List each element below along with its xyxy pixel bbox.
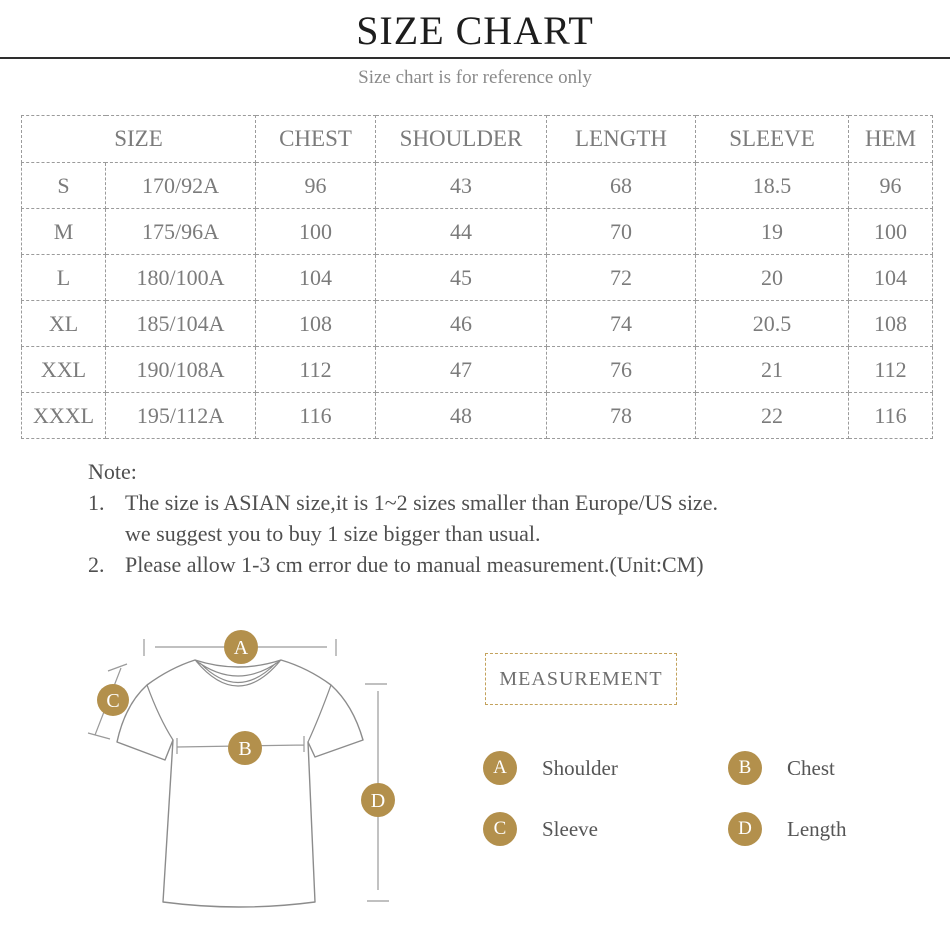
table-row (22, 393, 933, 439)
table-cell: 18.5 (696, 163, 849, 209)
chest-marker-letter: B (238, 738, 252, 760)
table-row (22, 301, 933, 347)
chest-marker (228, 731, 262, 765)
table-cell: 72 (547, 255, 696, 301)
table-cell: 48 (376, 393, 547, 439)
table-cell: 180/100A (106, 255, 256, 301)
note-item-text: Please allow 1-3 cm error due to manual measurement.(Unit:CM) (125, 552, 704, 577)
table-cell: 70 (547, 209, 696, 255)
table-cell: XL (22, 301, 106, 347)
table-row (22, 209, 933, 255)
table-cell: 190/108A (106, 347, 256, 393)
table-row (22, 163, 933, 209)
table-cell: 112 (256, 347, 376, 393)
table-cell: 175/96A (106, 209, 256, 255)
table-cell: 185/104A (106, 301, 256, 347)
table-cell: 46 (376, 301, 547, 347)
table-cell: 104 (849, 255, 933, 301)
header-cell-shoulder: SHOULDER (376, 116, 547, 163)
sleeve-legend-label: Sleeve (542, 816, 598, 841)
length-marker (361, 783, 395, 817)
table-cell: 116 (256, 393, 376, 439)
header-cell-size: SIZE (22, 116, 256, 163)
length-marker-letter: D (370, 790, 386, 812)
shoulder-marker-letter: A (233, 637, 249, 659)
note-item (88, 487, 928, 549)
table-header-row (22, 116, 933, 163)
table-cell: M (22, 209, 106, 255)
legend-item-length (728, 812, 846, 846)
header-cell-length: LENGTH (547, 116, 696, 163)
table-cell: 19 (696, 209, 849, 255)
table-cell: 100 (849, 209, 933, 255)
table-cell: L (22, 255, 106, 301)
legend-item-shoulder (483, 751, 618, 785)
header-cell-chest: CHEST (256, 116, 376, 163)
length-legend-label: Length (787, 816, 847, 841)
shoulder-legend-badge: A (483, 751, 517, 785)
legend-item-chest (728, 751, 835, 785)
table-cell: 195/112A (106, 393, 256, 439)
table-row (22, 347, 933, 393)
table-cell: 47 (376, 347, 547, 393)
table-cell: 74 (547, 301, 696, 347)
table-cell: 112 (849, 347, 933, 393)
length-legend-badge: D (728, 812, 762, 846)
note-item-number: 1. (88, 490, 105, 515)
table-cell: 20 (696, 255, 849, 301)
note-item-text: The size is ASIAN size,it is 1~2 sizes smaller than Europe/US size. we suggest you to buy 1 size bigger than usual. (125, 490, 718, 546)
table-cell: 108 (256, 301, 376, 347)
table-cell: 108 (849, 301, 933, 347)
table-cell: S (22, 163, 106, 209)
table-cell: 45 (376, 255, 547, 301)
note-label: Note: (88, 459, 137, 484)
table-cell: 44 (376, 209, 547, 255)
sleeve-marker (97, 684, 129, 716)
table-cell: 116 (849, 393, 933, 439)
table-cell: 21 (696, 347, 849, 393)
table-cell: 96 (849, 163, 933, 209)
table-cell: 78 (547, 393, 696, 439)
header-cell-hem: HEM (849, 116, 933, 163)
chest-legend-label: Chest (787, 755, 835, 780)
table-cell: 76 (547, 347, 696, 393)
measurement-box: MEASUREMENT (485, 653, 677, 705)
table-cell: 170/92A (106, 163, 256, 209)
legend-item-sleeve (483, 812, 598, 846)
page-title: SIZE CHART (356, 8, 594, 53)
shoulder-marker (224, 630, 258, 664)
table-cell: 100 (256, 209, 376, 255)
shoulder-legend-label: Shoulder (542, 755, 618, 780)
table-row (22, 255, 933, 301)
table-cell: 68 (547, 163, 696, 209)
size-table (21, 115, 933, 439)
table-cell: XXXL (22, 393, 106, 439)
title-divider (0, 57, 950, 59)
table-cell: 104 (256, 255, 376, 301)
note-section (88, 456, 928, 580)
note-item-number: 2. (88, 552, 105, 577)
table-cell: 96 (256, 163, 376, 209)
sleeve-legend-badge: C (483, 812, 517, 846)
sleeve-marker-letter: C (106, 690, 120, 712)
page-subtitle: Size chart is for reference only (358, 67, 592, 88)
table-cell: 22 (696, 393, 849, 439)
chest-legend-badge: B (728, 751, 762, 785)
table-cell: 43 (376, 163, 547, 209)
tshirt-measurement-diagram (75, 590, 475, 948)
table-cell: XXL (22, 347, 106, 393)
header-cell-sleeve: SLEEVE (696, 116, 849, 163)
table-cell: 20.5 (696, 301, 849, 347)
note-item (88, 549, 928, 580)
